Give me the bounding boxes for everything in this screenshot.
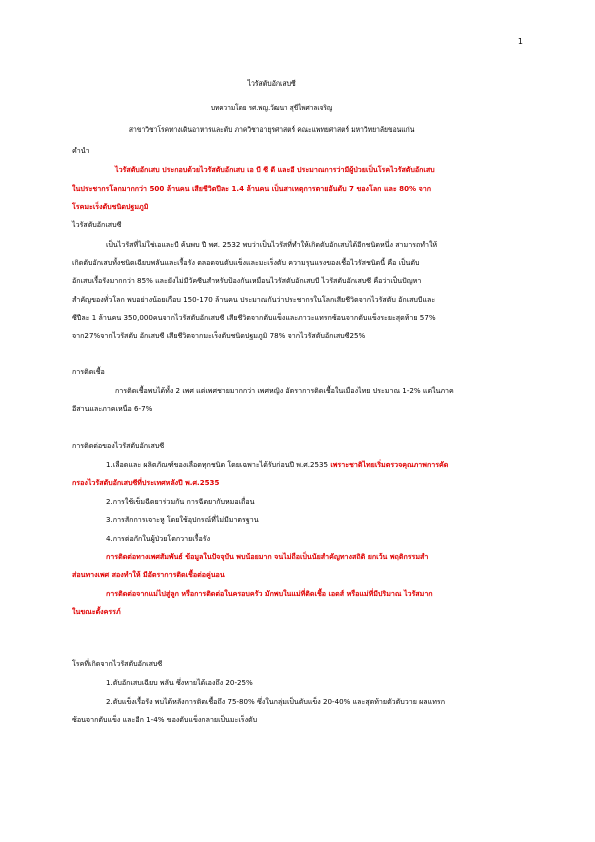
list-item-text: 1.เลือดและ ผลิตภัณฑ์ของเลือดทุกชนิด โดยเฉพาะได้รับก่อนปี พ.ศ.2535	[106, 460, 331, 469]
list-item-highlight: เพราะชาติไทยเริ่มตรวจคุณภาพการคัด	[330, 460, 449, 469]
list-item: 2.ตับแข็งเรื้อรัง พบได้หลังการติดเชื้อถึง 75-80% ซึ่งในกลุ่มเป็นตับแข็ง 20-40% และสุดท้ายตัวตับวาย ผลแทรก	[106, 697, 446, 706]
paragraph-line: การติดต่อจากแม่ไปสู่ลูก หรือการติดต่อในครอบครัว มักพบในแม่ที่ติดเชื้อ เอดส์ หรือแม่ที่มีปริมาณ ไวรัสมาก	[106, 589, 433, 598]
paragraph-line: ซีปีละ 1 ล้านคน 350,000คนจากไวรัสตับอักเสบซี เสียชีวิตจากตับแข็งและภาวะแทรกซ้อนจากตับแข็งระยะสุดท้าย 57%	[72, 313, 436, 322]
paragraph-line: จาก27%จากไวรัสตับ อักเสบซี เสียชีวิตจากมะเร็งตับชนิดปฐมภูมิ 78% จากไวรัสตับอักเสบซี25%	[72, 331, 366, 340]
paragraph-line: ในขณะตั้งครรภ์	[72, 607, 121, 616]
list-item: 1.ตับอักเสบเฉียบ พลัน ซึ่งหายได้เองถึง 20-25%	[106, 678, 253, 687]
page-number: 1	[517, 37, 523, 46]
paragraph-line: โรคมะเร็งตับชนิดปฐมภูมิ	[72, 202, 149, 211]
paragraph-line: อักเสบเรื้อรังมากกว่า 85% และยังไม่มีวัคซีนสำหรับป้องกันเหมือนไวรัสตับอักเสบบี ไวรัสตับอักเสบซี คือว่าเป็นปัญหา	[72, 276, 422, 285]
paragraph-line: การติดต่อทางเพศสัมพันธ์ ข้อมูลในปัจจุบัน พบน้อยมาก จนไม่ถือเป็นนัยสำคัญทางสถิติ ยกเว้น พฤติกรรมสำ	[106, 552, 429, 561]
document-title: ไวรัสตับอักเสบซี	[247, 79, 296, 88]
paragraph-line: ส่อนทางเพศ สองทำให้ มีอัตราการติดเชื้อต่อคู่นอน	[72, 570, 225, 579]
author-line: บทความโดย รศ.พญ.วัฒนา สุขีไพศาลเจริญ	[210, 103, 333, 112]
paragraph-line: ในประชากรโลกมากกว่า 500 ล้านคน เสียชีวิตปีละ 1.4 ล้านคน เป็นสาเหตุการตายอันดับ 7 ของโลก และ 80% จาก	[72, 184, 432, 193]
list-item-continuation: ซ้อนจากตับแข็ง และอีก 1-4% ของตับแข็งกลายเป็นมะเร็งตับ	[72, 715, 258, 724]
list-item: 4.การต่อกักในผู้ป่วยโตกวายเรื้อรัง	[106, 534, 211, 543]
paragraph-line: สำคัญของทั่วโลก พบอย่างน้อยเกือบ 150-170 ล้านคน ประมาณกันว่าประชากรในโลกเสียชีวิตจากไวรัสตับ อักเสบบีและ	[72, 295, 436, 304]
section-heading-hcv: ไวรัสตับอักเสบซี	[72, 220, 122, 229]
paragraph-line: อีสานและภาคเหนือ 6-7%	[72, 404, 153, 413]
list-item: 3.การสักการเจาะหู โดยใช้อุปกรณ์ที่ไม่มีมาตรฐาน	[106, 515, 259, 524]
paragraph-line: เกิดตับอักเสบทั้งชนิดเฉียบพลันและเรื้อรัง ตลอดจนตับแข็งและมะเร็งตับ ความรุนแรงของเชื้อไวรัสชนิดนี้ คือ เป็นตับ	[72, 258, 420, 267]
list-item	[106, 460, 448, 470]
list-item-continuation: กรองไวรัสตับอักเสบซีที่ประเทศหลังปี พ.ศ.2535	[72, 478, 220, 487]
paragraph-line: เป็นไวรัสที่ไม่ใช่เอและบี ค้นพบ ปี พศ. 2532 พบว่าเป็นไวรัสที่ทำให้เกิดตับอักเสบได้อีกชนิดหนึ่ง สามารถทำให้	[106, 240, 438, 249]
section-heading-infection: การติดเชื้อ	[72, 367, 105, 376]
affiliation-line: สาขาวิชาโรคทางเดินอาหารและตับ ภาควิชาอายุรศาสตร์ คณะแพทยศาสตร์ มหาวิทยาลัยขอนแก่น	[128, 125, 415, 134]
list-item: 2.การใช้เข็มฉีดยาร่วมกัน การฉีดยากับหมอเถื่อน	[106, 497, 255, 506]
paragraph-line: ไวรัสตับอักเสบ ประกอบด้วยไวรัสตับอักเสบ เอ บี ซี ดี และอี ประมาณการว่ามีผู้ป่วยเป็นโรคไวรัสตับอักเสบ	[115, 165, 435, 174]
paragraph-line: การติดเชื้อพบได้ทั้ง 2 เพศ แต่เพศชายมากกว่า เพศหญิง อัตราการติดเชื้อในเมืองไทย ประมาณ 1-2% แต่ในภาค	[115, 386, 454, 395]
section-heading-transmission: การติดต่อของไวรัสตับอักเสบซี	[72, 441, 165, 450]
section-heading-diseases: โรคที่เกิดจากไวรัสตับอักเสบซี	[72, 659, 163, 668]
section-heading-intro: คำนำ	[72, 146, 90, 155]
